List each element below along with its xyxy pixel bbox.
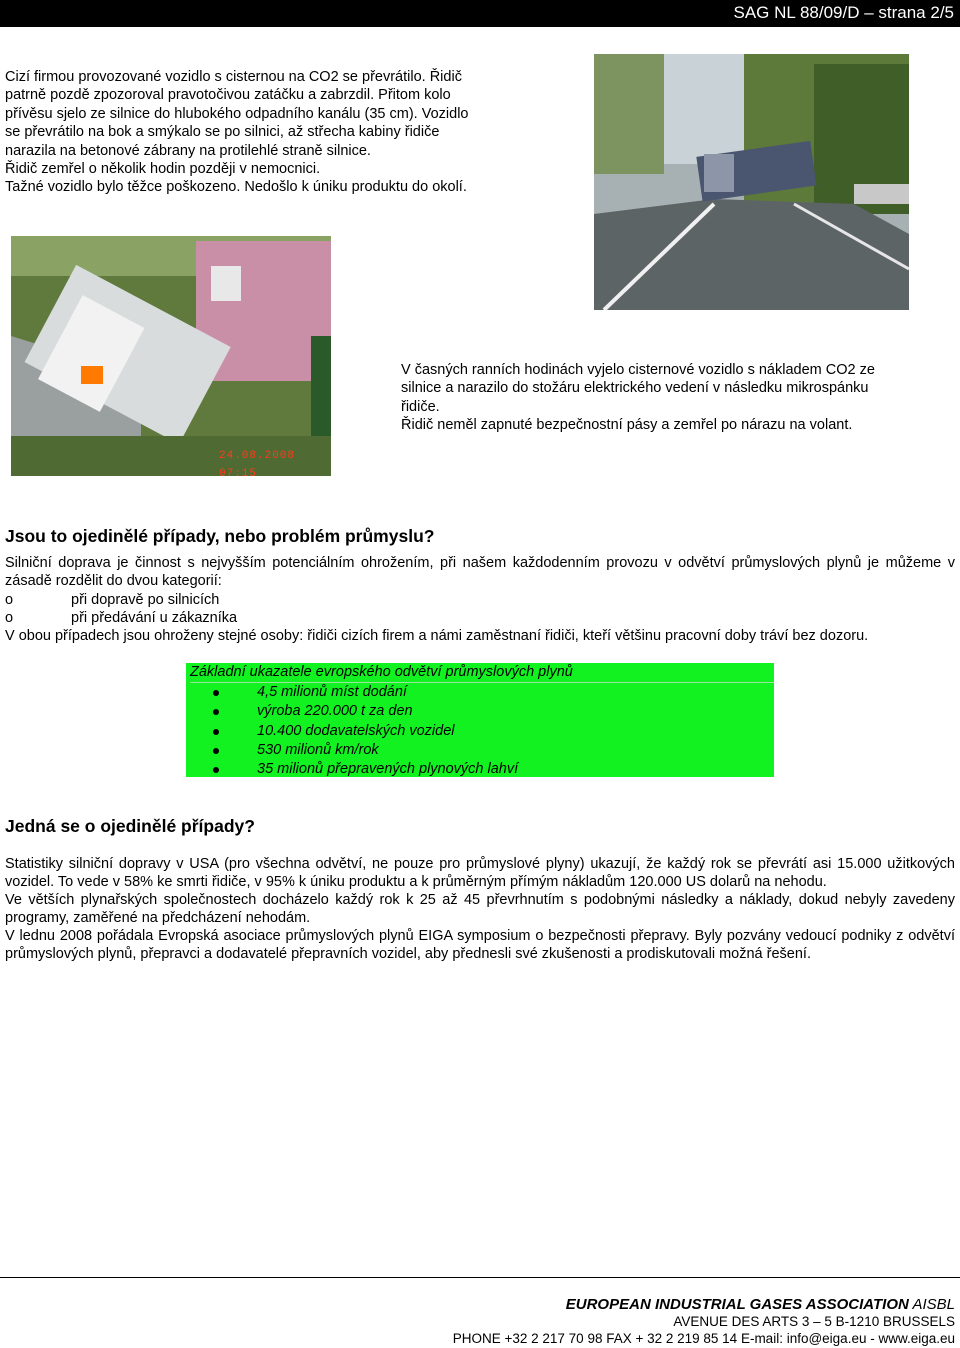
accident-photo-house xyxy=(11,236,331,476)
industry-indicators-box xyxy=(186,663,774,777)
section-heading: Jedná se o ojedinělé případy? xyxy=(5,816,255,836)
indicator-item: výroba 220.000 t za den xyxy=(186,702,774,721)
incident1-text xyxy=(5,68,533,197)
indicator-item: 10.400 dodavatelských vozidel xyxy=(186,722,774,741)
accident-photo-curve xyxy=(594,54,909,310)
indicator-item: 4,5 milionů míst dodání xyxy=(186,683,774,702)
bullet-marker: o xyxy=(5,610,14,626)
header-bar xyxy=(0,0,960,27)
paragraph: V lednu 2008 pořádala Evropská asociace průmyslových plynů EIGA symposium o bezpečnosti přepravy. Byly pozvány vedoucí podniky z odvětví průmyslových plynů, přepravci a dodavatelé přepravních vozidel, aby přednesli své zkušenosti a prodiskutovali možná řešení. xyxy=(5,928,955,962)
photo-timestamp: 24.08.2008 07:15 xyxy=(219,450,296,476)
footer-org-suffix: AISBL xyxy=(908,1296,955,1313)
incident2-text xyxy=(401,361,955,435)
incident1-line: Cizí firmou provozované vozidlo s cisternou na CO2 se převrátilo. Řidič xyxy=(5,69,462,85)
incident1-line: patrně pozdě zpozoroval pravotočivou zatáčku a zabrzdil. Přitom kolo xyxy=(5,87,451,104)
footer-contact: PHONE +32 2 217 70 98 FAX + 32 2 219 85 14 E-mail: info@eiga.eu - www.eiga.eu xyxy=(452,1331,955,1346)
footer-address: AVENUE DES ARTS 3 – 5 B-1210 BRUSSELS xyxy=(673,1314,955,1329)
incident2-line: silnice a narazilo do stožáru elektrického vedení v následku mikrospánku xyxy=(401,380,869,397)
indicators-title: Základní ukazatele evropského odvětví průmyslových plynů xyxy=(190,663,774,683)
paragraph: Ve větších plynařských společnostech docházelo každý rok k 25 až 45 převrhnutím s podobnými následky a náklady, dokud nebyly zavedeny programy, zaměřené na předcházení nehodám. xyxy=(5,892,955,926)
footer-org xyxy=(566,1296,955,1314)
section-heading: Jsou to ojedinělé případy, nebo problém průmyslu? xyxy=(5,526,435,546)
paragraph: Statistiky silniční dopravy v USA (pro všechna odvětví, ne pouze pro průmyslové plyny) ukazují, že každý rok se převrátí asi 15.000 užitkových vozidel. To vede v 58% ke smrti řidiče, v 95% k úniku produktu a k průměrným přímým nákladům 120.000 US dolarů na nehodu. xyxy=(5,856,955,890)
page-label: SAG NL 88/09/D – strana 2/5 xyxy=(733,3,954,22)
incident2-line: řidiče. xyxy=(401,398,440,415)
indicator-item: 35 milionů přepravených plynových lahví xyxy=(186,760,774,779)
section1-intro: Silniční doprava je činnost s nejvyšším potenciálním ohrožením, při našem každodenním provozu v odvětví průmyslových plynů je můžeme v zásadě rozdělit do dvou kategorií: xyxy=(5,555,955,589)
footer-divider xyxy=(0,1277,960,1278)
list-item xyxy=(5,591,955,609)
incident2-line: Řidič neměl zapnuté bezpečnostní pásy a zemřel po nárazu na volant. xyxy=(401,417,853,434)
section1-closing: V obou případech jsou ohroženy stejné osoby: řidiči cizích firem a námi zaměstnaní řidiči, kteří většinu pracovní doby tráví bez dozoru. xyxy=(5,628,869,644)
indicators-list xyxy=(186,683,774,779)
section2-body xyxy=(5,855,955,963)
incident1-line: Tažné vozidlo bylo těžce poškozeno. Nedošlo k úniku produktu do okolí. xyxy=(5,179,467,196)
footer-org-name: EUROPEAN INDUSTRIAL GASES ASSOCIATION xyxy=(565,1296,909,1313)
list-item-text: při dopravě po silnicích xyxy=(71,592,220,608)
indicator-item: 530 milionů km/rok xyxy=(186,741,774,760)
incident1-line: Řidič zemřel o několik hodin později v nemocnici. xyxy=(5,161,321,178)
incident1-line: se převrátilo na bok a smýkalo se po silnici, až střecha kabiny řidiče xyxy=(5,124,440,141)
list-item xyxy=(5,609,955,627)
incident1-line: narazila na betonové zábrany na protilehlé straně silnice. xyxy=(5,142,371,159)
list-item-text: při předávání u zákazníka xyxy=(71,610,238,626)
incident1-line: přívěsu sjelo ze silnice do hlubokého odpadního kanálu (35 cm). Vozidlo xyxy=(5,105,469,122)
incident2-line: V časných ranních hodinách vyjelo cisternové vozidlo s nákladem CO2 ze xyxy=(401,362,875,378)
section1-list xyxy=(5,591,955,627)
bullet-marker: o xyxy=(5,592,14,608)
